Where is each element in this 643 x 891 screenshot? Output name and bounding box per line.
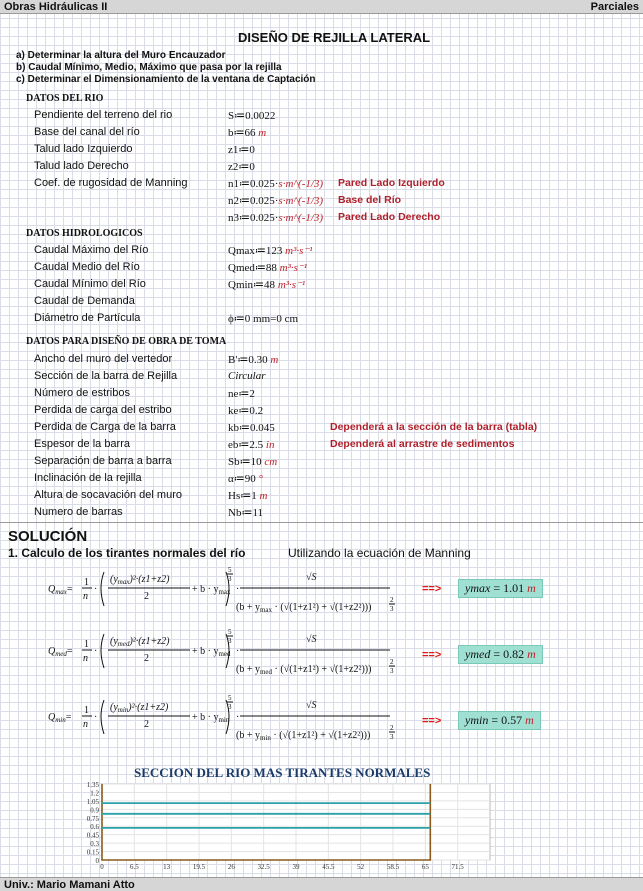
header-bar <box>0 0 643 14</box>
page-title: DISEÑO DE REJILLA LATERAL <box>238 30 431 45</box>
step1-note: Utilizando la ecuación de Manning <box>288 546 471 560</box>
svg-text:n: n <box>83 591 88 602</box>
note-n3: Pared Lado Derecho <box>338 211 441 223</box>
svg-text:1: 1 <box>84 705 89 716</box>
x-tick-label: 32.5 <box>257 863 270 871</box>
value-ne: ne≔2 <box>228 388 255 400</box>
value-n2: n2≔0.025·s·m^(-1/3) <box>228 195 324 207</box>
y-tick-label: 0.6 <box>90 823 99 832</box>
equation-qmax <box>48 566 395 614</box>
svg-text:(b + ymed · (√(1+z1²) + √(1+z2: $(b + y_{med} \cdot (√(1+z1^2) + √(1+z2^2)))$ <box>236 664 372 676</box>
label-nb: Numero de barras <box>34 506 123 518</box>
y-tick-label: 0.45 <box>86 831 99 840</box>
value-bar-section: Circular <box>228 370 266 382</box>
label-z2: Talud lado Derecho <box>34 160 129 172</box>
svg-text:(ymax)²·(z1+z2): $(y_{max})^2\cdot(z1+z2)$ <box>110 574 170 586</box>
svg-text:3: 3 <box>390 605 394 613</box>
label-qmed: Caudal Medio del Río <box>34 261 140 273</box>
value-ke: ke≔0.2 <box>228 405 264 417</box>
river-section-chart <box>80 780 500 872</box>
svg-text:(ymin)²·(z1+z2): $(y_{min})^2\cdot(z1+z2)$ <box>110 702 169 714</box>
river-heading: DATOS DEL RIO <box>26 93 104 104</box>
value-base: b≔66 m <box>228 127 267 139</box>
label-demand: Caudal de Demanda <box>34 295 135 307</box>
course-title: Obras Hidráulicas II <box>4 0 108 13</box>
y-tick-label: 0 <box>95 857 99 865</box>
objective-b: b) Caudal Mínimo, Medio, Máximo que pasa por la rejilla <box>16 62 282 73</box>
label-ne: Número de estribos <box>34 387 130 399</box>
manning-equations <box>40 566 440 756</box>
section-divider <box>0 522 643 523</box>
solution-title: SOLUCIÓN <box>8 528 88 545</box>
label-slope: Pendiente del terreno del rio <box>34 109 173 121</box>
svg-text:·: · <box>94 584 98 595</box>
section-label: Parciales <box>590 0 639 13</box>
note-n1: Pared Lado Izquierdo <box>338 177 445 189</box>
label-wall-width: Ancho del muro del vertedor <box>34 353 173 365</box>
svg-text:3: 3 <box>390 667 394 675</box>
equation-qmed <box>48 628 395 676</box>
svg-text:·: · <box>236 712 240 723</box>
x-tick-label: 19.5 <box>192 863 206 871</box>
value-qmax: Qmax≔123 m³·s⁻¹ <box>228 245 313 257</box>
svg-text:3: 3 <box>228 637 232 645</box>
value-nb: Nb≔11 <box>228 507 264 519</box>
design-heading: DATOS PARA DISEÑO DE OBRA DE TOMA <box>26 336 227 347</box>
label-bar-section: Sección de la barra de Rejilla <box>34 370 178 382</box>
y-tick-label: 0.15 <box>86 848 99 857</box>
y-tick-label: 0.75 <box>86 814 99 823</box>
svg-text:n: n <box>83 719 88 730</box>
svg-text:Qmin=: $Q_{min}=$ <box>48 712 72 724</box>
svg-text:(ymed)²·(z1+z2): $(y_{med})^2\cdot(z1+z2)$ <box>110 636 170 648</box>
svg-text:3: 3 <box>228 575 232 583</box>
y-tick-label: 1.2 <box>90 789 99 798</box>
result-ymin: ymin = 0.57 m <box>458 711 541 730</box>
label-sb: Separación de barra a barra <box>34 455 172 467</box>
svg-text:3: 3 <box>390 733 394 741</box>
x-tick-label: 13 <box>163 863 171 871</box>
svg-text:·: · <box>236 584 240 595</box>
svg-text:3: 3 <box>228 703 232 711</box>
label-alpha: Inclinación de la rejilla <box>34 472 142 484</box>
svg-text:(b + ymin · (√(1+z1²) + √(1+z2: $(b + y_{min} \cdot (√(1+z1^2) + √(1+z2^2)))$ <box>236 730 371 742</box>
label-z1: Talud lado Izquierdo <box>34 143 133 155</box>
result-ymed: ymed = 0.82 m <box>458 645 543 664</box>
svg-text:+ b · ymax: + $b \cdot y_{max}$ <box>192 584 231 596</box>
x-tick-label: 71.5 <box>451 863 464 871</box>
value-wall-width: B'≔0.30 m <box>228 354 279 366</box>
hydro-heading: DATOS HIDROLOGICOS <box>26 228 143 239</box>
svg-text:5: 5 <box>228 694 232 702</box>
x-tick-label: 58.5 <box>386 863 400 871</box>
x-tick-label: 0 <box>100 863 104 871</box>
note-n2: Base del Río <box>338 194 402 206</box>
value-alpha: α≔90 ° <box>228 473 263 485</box>
svg-text:2: 2 <box>390 596 394 604</box>
svg-text:(b + ymax · (√(1+z1²) + √(1+z2: $(b + y_{max} \cdot (√(1+z1^2) + √(1+z2^2)))$ <box>236 602 372 614</box>
value-sb: Sb≔10 cm <box>228 456 278 468</box>
x-tick-label: 6.5 <box>129 863 139 871</box>
equation-qmin <box>48 694 395 742</box>
value-z2: z2≔0 <box>228 161 255 173</box>
svg-text:Qmed=: $Q_{med}=$ <box>48 646 73 658</box>
svg-text:·: · <box>236 646 240 657</box>
x-tick-label: 26 <box>227 863 235 871</box>
value-kb: kb≔0.045 <box>228 422 275 434</box>
chart-title: SECCION DEL RIO MAS TIRANTES NORMALES <box>134 765 431 780</box>
svg-text:+ b · ymed: + $b \cdot y_{med}$ <box>192 646 231 658</box>
svg-text:·: · <box>94 646 98 657</box>
svg-text:2: 2 <box>390 724 394 732</box>
value-eb: eb≔2.5 in <box>228 439 275 451</box>
value-particle: ϕ≔0 mm=0 cm <box>228 313 299 325</box>
svg-text:√S: √S <box>306 572 317 583</box>
arrow-qmin: ==> <box>422 715 442 727</box>
label-kb: Perdida de Carga de la barra <box>34 421 176 433</box>
label-ke: Perdida de carga del estribo <box>34 404 172 416</box>
value-qmed: Qmed≔88 m³·s⁻¹ <box>228 262 308 274</box>
label-eb: Espesor de la barra <box>34 438 130 450</box>
svg-text:2: 2 <box>144 653 149 664</box>
label-qmin: Caudal Mínimo del Río <box>34 278 146 290</box>
footer-bar <box>0 877 643 891</box>
author-label: Univ.: Mario Mamani Atto <box>4 878 135 891</box>
label-base: Base del canal del río <box>34 126 140 138</box>
svg-text:2: 2 <box>144 719 149 730</box>
objective-c: c) Determinar el Dimensionamiento de la ventana de Captación <box>16 74 316 85</box>
value-z1: z1≔0 <box>228 144 255 156</box>
x-tick-label: 52 <box>357 863 365 871</box>
svg-text:2: 2 <box>144 591 149 602</box>
svg-text:n: n <box>83 653 88 664</box>
value-slope: S≔0.0022 <box>228 110 276 122</box>
note-kb: Dependerá a la sección de la barra (tabla) <box>330 421 538 433</box>
y-tick-label: 1.05 <box>86 797 99 806</box>
x-tick-label: 39 <box>292 863 300 871</box>
svg-text:Qmax=: $Q_{max}=$ <box>48 584 73 596</box>
y-tick-label: 0.9 <box>90 806 99 815</box>
svg-text:·: · <box>94 712 98 723</box>
objective-a: a) Determinar la altura del Muro Encauzador <box>16 50 226 61</box>
value-n3: n3≔0.025·s·m^(-1/3) <box>228 212 324 224</box>
svg-text:√S: √S <box>306 634 317 645</box>
result-ymax: ymax = 1.01 m <box>458 579 543 598</box>
value-hs: Hs≔1 m <box>228 490 268 502</box>
arrow-qmed: ==> <box>422 649 442 661</box>
label-manning: Coef. de rugosidad de Manning <box>34 177 188 189</box>
svg-text:+ b · ymin: + $b \cdot y_{min}$ <box>192 712 230 724</box>
note-eb: Dependerá al arrastre de sedimentos <box>330 438 515 450</box>
value-qmin: Qmin≔48 m³·s⁻¹ <box>228 279 306 291</box>
step1-title: 1. Calculo de los tirantes normales del río <box>8 546 246 560</box>
y-tick-label: 1.35 <box>86 781 99 789</box>
svg-text:5: 5 <box>228 566 232 574</box>
label-particle: Diámetro de Partícula <box>34 312 141 324</box>
y-tick-label: 0.3 <box>90 840 99 849</box>
label-hs: Altura de socavación del muro <box>34 489 182 501</box>
value-n1: n1≔0.025·s·m^(-1/3) <box>228 178 324 190</box>
svg-text:2: 2 <box>390 658 394 666</box>
x-tick-label: 65 <box>421 863 429 871</box>
label-qmax: Caudal Máximo del Río <box>34 244 149 256</box>
svg-text:5: 5 <box>228 628 232 636</box>
arrow-qmax: ==> <box>422 583 442 595</box>
svg-text:1: 1 <box>84 639 89 650</box>
x-tick-label: 45.5 <box>322 863 335 871</box>
svg-text:1: 1 <box>84 577 89 588</box>
svg-text:√S: √S <box>306 700 317 711</box>
